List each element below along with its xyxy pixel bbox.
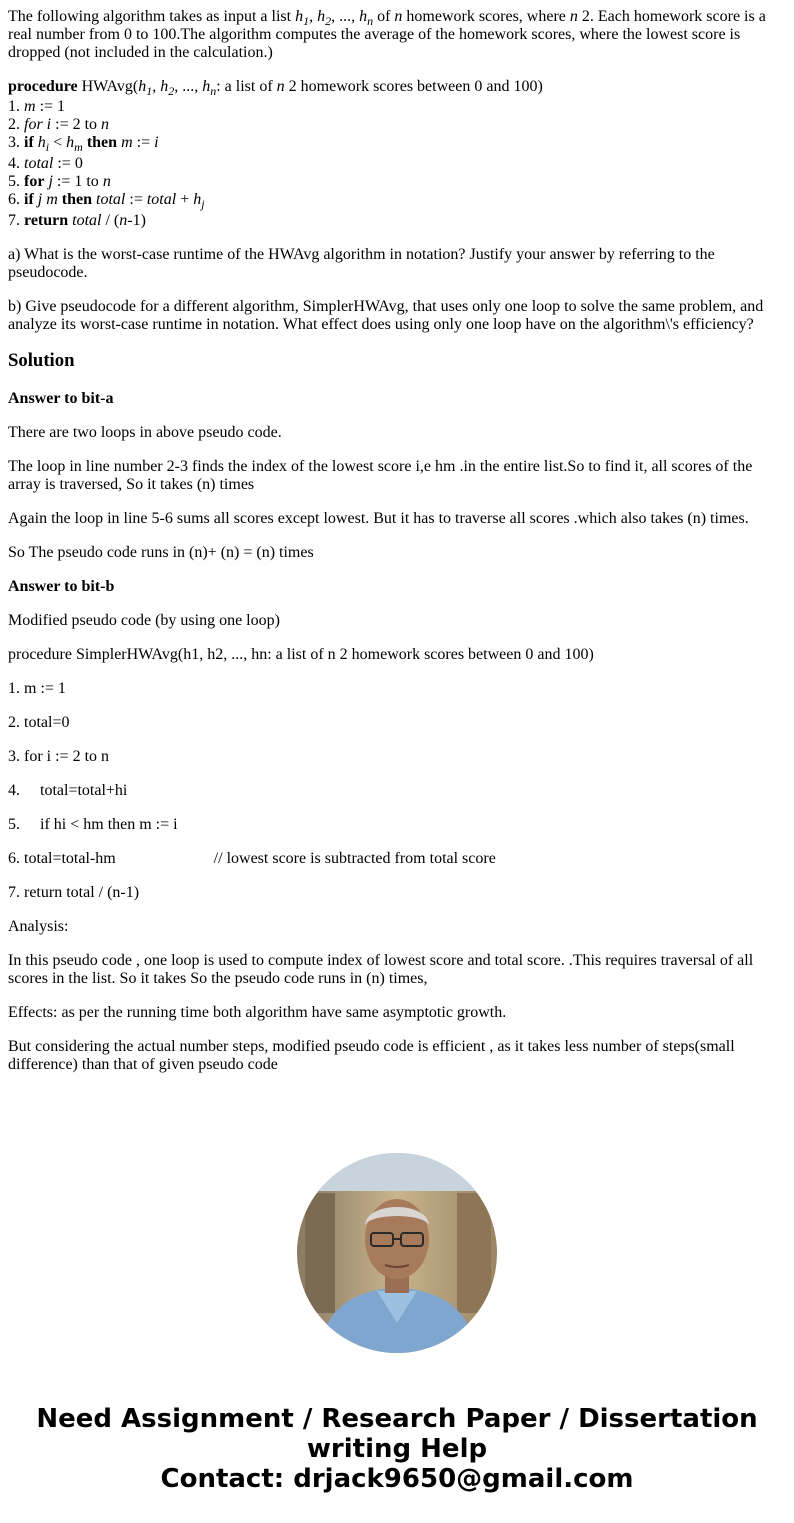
analysis-paragraph: In this pseudo code , one loop is used to compute index of lowest score and total score. .This requires traversal of all scores in the list. So it takes So the pseudo code runs in (n) times,	[8, 952, 754, 987]
footer-line-1: Need Assignment / Research Paper / Dissertation	[36, 1404, 758, 1434]
solution-heading: Solution	[8, 350, 75, 371]
modified-code-line-1: 1. m := 1	[8, 680, 66, 697]
code-comment: // lowest score is subtracted from total score	[213, 850, 496, 867]
algorithm-line-2: 2. for i := 2 to n	[8, 116, 110, 133]
answer-a-p4: So The pseudo code runs in (n)+ (n) = (n) times	[8, 544, 314, 561]
algorithm-line-3: 3. if $h_i < h_m$ then m := i	[8, 134, 159, 154]
footer-line-2: writing Help	[306, 1434, 488, 1464]
answer-b-heading: Answer to bit-b	[8, 578, 115, 595]
question-part-b: b) Give pseudocode for a different algorithm, SimplerHWAvg, that uses only one loop to solve the same problem, and analyze its worst-case runtime in notation. What effect does using only one loop have on the algorithm\'s efficiency?	[8, 298, 764, 333]
answer-a-p2: The loop in line number 2-3 finds the index of the lowest score i,e hm .in the entire list.So to find it, all scores of the array is traversed, So it takes (n) times	[8, 458, 753, 493]
algorithm-line-4: 4. total := 0	[8, 155, 83, 172]
answer-a-p1: There are two loops in above pseudo code.	[8, 424, 282, 441]
document-body	[8, 8, 786, 1090]
modified-code-line-5: 5. if hi < hm then m := i	[8, 816, 178, 833]
algorithm-line-1: 1. m := 1	[8, 98, 66, 115]
question-part-a: a) What is the worst-case runtime of the HWAvg algorithm in notation? Justify your answer by referring to the pseudocode.	[8, 246, 715, 281]
question-intro: The following algorithm takes as input a list $h_1$, $h_2$, ..., $h_n$ of n homework scores, where n 2. Each homework score is a real number from 0 to 100.The algorithm computes the average of the homework scores, where the lowest score is dropped (not included in the calculation.)	[8, 8, 766, 61]
algorithm-lines	[8, 98, 786, 230]
algorithm-line-6: 6. if j m then total := total + $h_j$	[8, 191, 205, 211]
analysis-label: Analysis:	[8, 918, 69, 935]
algorithm-line-7: 7. return total / (n-1)	[8, 212, 146, 229]
author-photo	[297, 1153, 497, 1353]
modified-code-line-6: 6. total=total-hm // lowest score is subtracted from total score	[8, 850, 496, 867]
footer-contact: Contact: drjack9650@gmail.com	[160, 1464, 634, 1494]
footer-banner	[0, 1404, 794, 1494]
modified-code-line-2: 2. total=0	[8, 714, 70, 731]
modified-code-line-3: 3. for i := 2 to n	[8, 748, 110, 765]
author-portrait-icon	[297, 1153, 497, 1353]
answer-a-heading: Answer to bit-a	[8, 390, 114, 407]
answer-b-p2: procedure SimplerHWAvg(h1, h2, ..., hn: a list of n 2 homework scores between 0 and 100)	[8, 646, 594, 663]
modified-code-line-7: 7. return total / (n-1)	[8, 884, 140, 901]
answer-a-p3: Again the loop in line 5-6 sums all scores except lowest. But it has to traverse all scores .which also takes (n) times.	[8, 510, 749, 527]
algorithm-line-5: 5. for j := 1 to n	[8, 173, 111, 190]
modified-code-line-4: 4. total=total+hi	[8, 782, 128, 799]
conclusion-paragraph: But considering the actual number steps, modified pseudo code is efficient , as it takes less number of steps(small difference) than that of given pseudo code	[8, 1038, 735, 1073]
effects-paragraph: Effects: as per the running time both algorithm have same asymptotic growth.	[8, 1004, 507, 1021]
answer-b-p1: Modified pseudo code (by using one loop)	[8, 612, 280, 629]
procedure-header: procedure $HWAvg(h_1$, $h_2$, ..., $h_n$: a list of n 2 homework scores between 0 and 100)	[8, 78, 543, 98]
